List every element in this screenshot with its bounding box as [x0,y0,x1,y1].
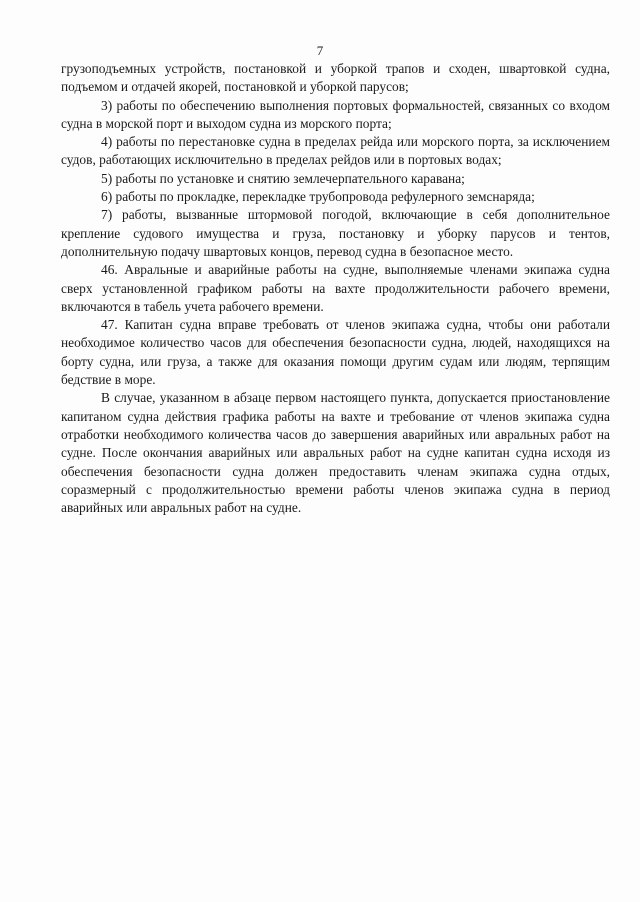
paragraph-46: 46. Авральные и аварийные работы на судне, выполняемые членами экипажа судна сверх установленной графиком работы на вахте продолжительности рабочего времени, включаются в табель учета рабочего времени. [61,262,610,314]
paragraph-47-second: В случае, указанном в абзаце первом настоящего пункта, допускается приостановление капитаном судна действия графика работы на вахте и требование от членов экипажа судна отработки необходимого количества часов до завершения аварийных или авральных работ на судне. После окончания аварийных или авральных работ на судне капитан судна исходя из обеспечения безопасности судна должен предоставить членам экипажа судна отдых, соразмерный с продолжительностью времени работы членов экипажа судна в период аварийных или авральных работ на судне. [61,390,610,516]
paragraph-continuation: грузоподъемных устройств, постановкой и уборкой трапов и сходен, швартовкой судна, подъемом и отдачей якорей, постановкой и уборкой парусов; [61,61,610,95]
paragraph-47: 47. Капитан судна вправе требовать от членов экипажа судна, чтобы они работали необходимое количество часов для обеспечения безопасности судна, людей, находящихся на борту судна, или груза, а также для оказания помощи другим судам или людям, терпящим бедствие в море. [61,317,610,388]
document-body [61,60,610,517]
page-number: 7 [316,43,324,58]
paragraph-item-3: 3) работы по обеспечению выполнения портовых формальностей, связанных со входом судна в морской порт и выходом судна из морского порта; [61,97,610,131]
paragraph-item-7: 7) работы, вызванные штормовой погодой, включающие в себя дополнительное крепление судового имущества и груза, постановку и уборку парусов и тентов, дополнительную подачу швартовых концов, перевод судна в безопасное место. [61,207,610,259]
paragraph-item-5: 5) работы по установке и снятию землечерпательного каравана; [101,170,465,186]
paragraph-item-4: 4) работы по перестановке судна в пределах рейда или морского порта, за исключением судов, работающих исключительно в пределах рейдов или в портовых водах; [61,134,610,168]
paragraph-item-6: 6) работы по прокладке, перекладке трубопровода рефулерного земснаряда; [101,189,535,205]
